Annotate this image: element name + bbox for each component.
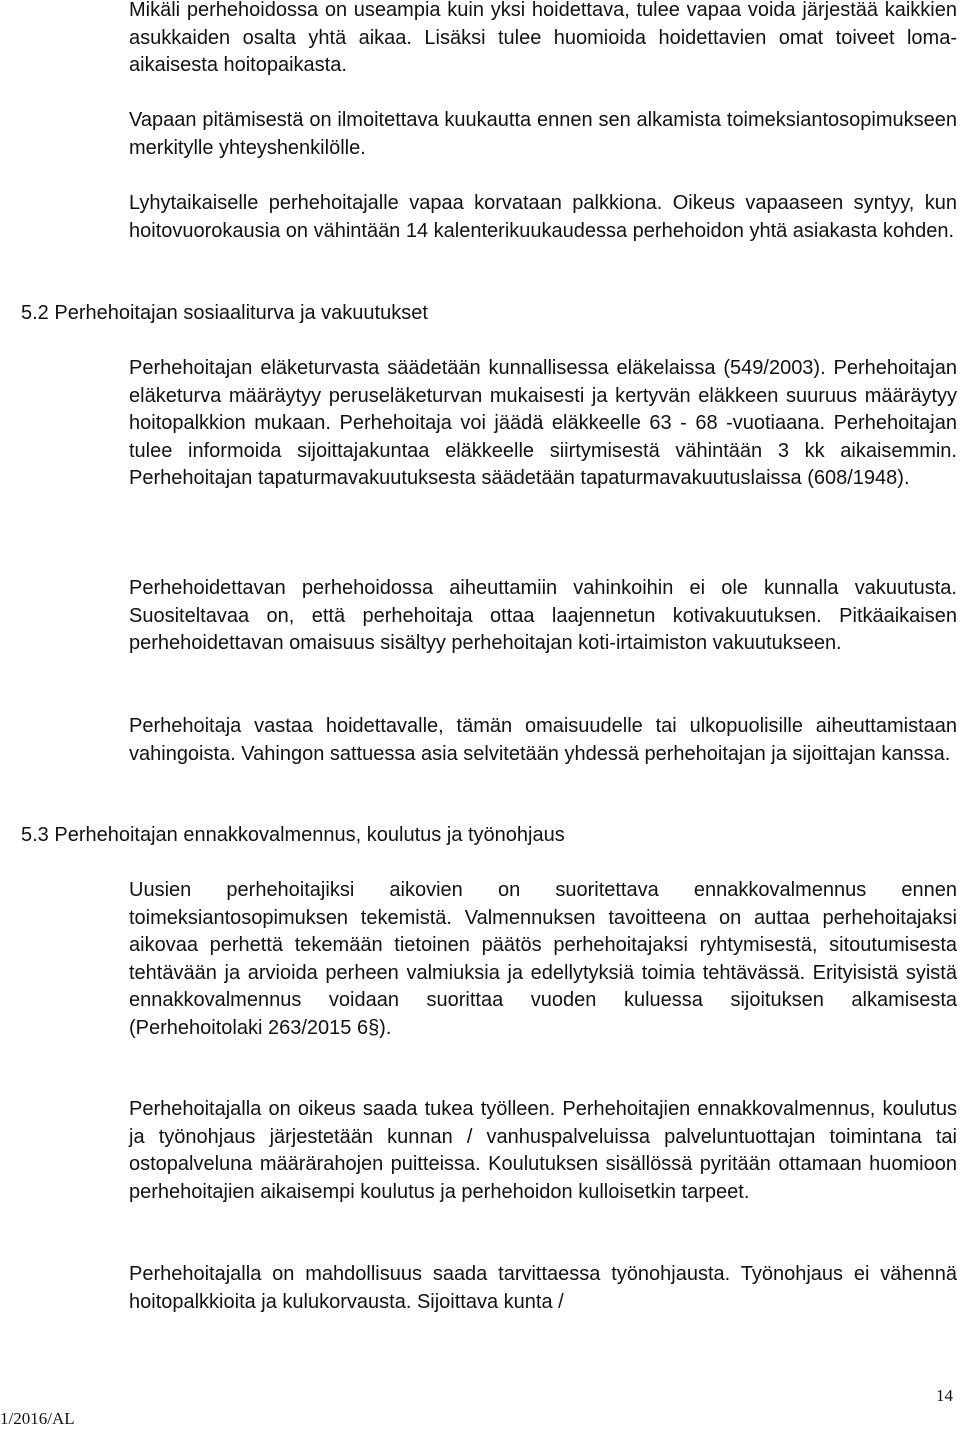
paragraph-supervision: Perhehoitajalla on mahdollisuus saada tarvittaessa työnohjausta. Työnohjaus ei vähennä hoitopalkkioita ja kulukorvausta. Sijoittava kunta / bbox=[129, 1263, 957, 1313]
section-heading-5-2: 5.2 Perhehoitajan sosiaaliturva ja vakuutukset bbox=[21, 302, 428, 324]
footer-doc-code: 1/2016/AL bbox=[0, 1409, 75, 1428]
page-number: 14 bbox=[936, 1386, 953, 1405]
paragraph-pension: Perhehoitajan eläketurvasta säädetään kunnallisessa eläkelaissa (549/2003). Perhehoitajan eläketurva määräytyy peruseläketurvan mukaisesti ja kertyvän eläkkeen suuruus määräytyy hoitopalkkion mukaan. Perhehoitaja voi jäädä eläkkeelle 63 - 68 -vuotiaana. Perhehoitajan tulee informoida sijoittajakuntaa eläkkeelle siirtymisestä vähintään 3 kk aikaisemmin. Perhehoitajan tapaturmavakuutuksesta säädetään tapaturmavakuutuslaissa (608/1948). bbox=[129, 357, 957, 490]
paragraph-short-term-vacation: Lyhytaikaiselle perhehoitajalle vapaa korvataan palkkiona. Oikeus vapaaseen syntyy, kun hoitovuorokausia on vähintään 14 kalenterikuukaudessa perhehoidon yhtä asiakasta kohden. bbox=[129, 192, 957, 242]
paragraph-pre-training: Uusien perhehoitajiksi aikovien on suoritettava ennakkovalmennus ennen toimeksiantosopimuksen tekemistä. Valmennuksen tavoitteena on auttaa perhehoitajaksi aikovaa perhettä tekemään tietoinen päätös perhehoitajaksi ryhtymisestä, sitoutumisesta tehtävään ja arvioida perheen valmiuksia ja edellytyksiä toimia tehtävässä. Erityisistä syistä ennakkovalmennus voidaan suorittaa vuoden kuluessa sijoituksen alkamisesta (Perhehoitolaki 263/2015 6§). bbox=[129, 879, 957, 1039]
section-heading-5-3: 5.3 Perhehoitajan ennakkovalmennus, koulutus ja työnohjaus bbox=[21, 824, 565, 846]
paragraph-vacation-multiple: Mikäli perhehoidossa on useampia kuin yksi hoidettava, tulee vapaa voida järjestää kaikkien asukkaiden osalta yhtä aikaa. Lisäksi tulee huomioida hoidettavien omat toiveet loma-aikaisesta hoitopaikasta. bbox=[129, 0, 957, 77]
paragraph-vacation-notice: Vapaan pitämisestä on ilmoitettava kuukautta ennen sen alkamista toimeksiantosopimukseen merkitylle yhteyshenkilölle. bbox=[129, 109, 957, 159]
paragraph-liability: Perhehoitaja vastaa hoidettavalle, tämän omaisuudelle tai ulkopuolisille aiheuttamistaan vahingoista. Vahingon sattuessa asia selvitetään yhdessä perhehoitajan ja sijoittajan kanssa. bbox=[129, 715, 957, 765]
paragraph-support: Perhehoitajalla on oikeus saada tukea työlleen. Perhehoitajien ennakkovalmennus, koulutus ja työnohjaus järjestetään kunnan / vanhuspalveluissa palveluntuottajan toimintana tai ostopalveluna määrärahojen puitteissa. Koulutuksen sisällössä pyritään ottamaan huomioon perhehoitajien aikaisempi koulutus ja perhehoidon kulloisetkin tarpeet. bbox=[129, 1098, 957, 1203]
paragraph-insurance: Perhehoidettavan perhehoidossa aiheuttamiin vahinkoihin ei ole kunnalla vakuutusta. Suositeltavaa on, että perhehoitaja ottaa laajennetun kotivakuutuksen. Pitkäaikaisen perhehoidettavan omaisuus sisältyy perhehoitajan koti-irtaimiston vakuutukseen. bbox=[129, 577, 957, 655]
